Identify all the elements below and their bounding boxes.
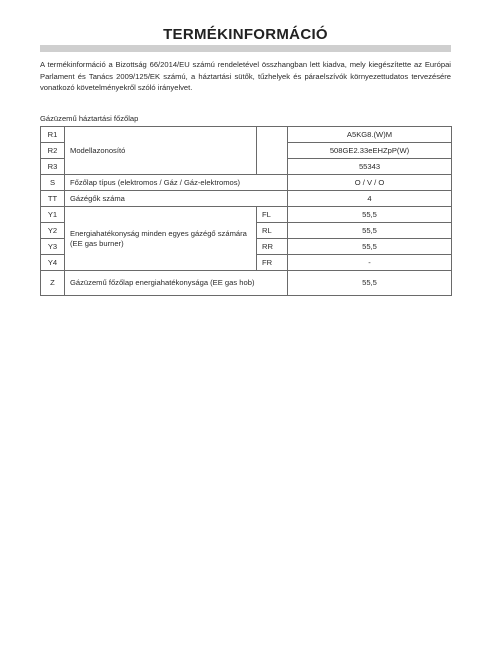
burner-position: RR [257,239,288,255]
title-divider [40,45,451,52]
row-label: Energiahatékonyság minden egyes gázégő számára (EE gas burner) [65,207,257,271]
row-label: Gázüzemű főzőlap energiahatékonysága (EE gas hob) [65,271,288,296]
row-value: 55,5 [288,271,452,296]
row-code: Y4 [41,255,65,271]
row-code: Y3 [41,239,65,255]
row-label: Főzőlap típus (elektromos / Gáz / Gáz-elektromos) [65,175,288,191]
row-code: R3 [41,159,65,175]
table-row [41,207,452,223]
row-value: 55,5 [288,207,452,223]
table-row [41,127,452,143]
row-value: A5KG8.(W)M [288,127,452,143]
table-row [41,271,452,296]
burner-position: FR [257,255,288,271]
page-title: TERMÉKINFORMÁCIÓ [163,26,328,43]
table-row [41,175,452,191]
product-info-table [40,126,452,296]
row-label: Gázégők száma [65,191,288,207]
intro-paragraph: A termékinformáció a Bizottság 66/2014/EU számú rendeletével összhangban lett kiadva, mely kiegészítette az Európai Parlament és Tanács 2009/125/EK számú, a háztartási sütők, tűzhelyek és páraelszívók környezettudatos tervezésére vonatkozó követelményekről szóló irányelvet. [40,60,451,92]
table-caption: Gázüzemű háztartási főzőlap [40,114,139,123]
row-value: 4 [288,191,452,207]
row-code: Y2 [41,223,65,239]
row-spacer [257,127,288,175]
row-code: Z [41,271,65,296]
row-value: - [288,255,452,271]
row-code: TT [41,191,65,207]
row-code: S [41,175,65,191]
table-row [41,191,452,207]
row-value: 55,5 [288,223,452,239]
row-value: 508GE2.33eEHZpP(W) [288,143,452,159]
row-code: Y1 [41,207,65,223]
burner-position: FL [257,207,288,223]
row-value: 55,5 [288,239,452,255]
row-value: 55343 [288,159,452,175]
row-code: R1 [41,127,65,143]
burner-position: RL [257,223,288,239]
row-code: R2 [41,143,65,159]
row-label: Modellazonosító [65,127,257,175]
row-value: O / V / O [288,175,452,191]
